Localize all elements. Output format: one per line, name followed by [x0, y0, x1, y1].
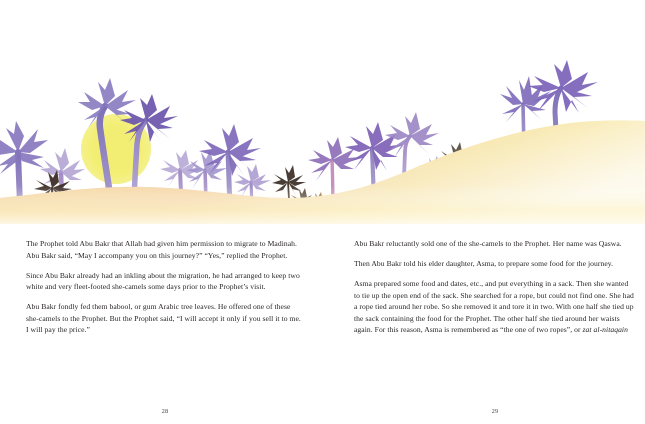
paragraph: Since Abu Bakr already had an inkling about the migration, he had arranged to keep two white and very fleet-footed she-camels some days prior to the Prophet’s visit. [26, 270, 300, 292]
paragraph-with-transliteration [354, 278, 636, 336]
text-pages [0, 238, 645, 424]
paragraph: The Prophet told Abu Bakr that Allah had given him permission to migrate to Madinah. Abu Bakr said, “May I accompany you on this journey?” “Yes,” replied the Prophet. [26, 239, 297, 260]
transliteration-term: zat al-nitaqain [582, 325, 628, 335]
paragraph-text: Asma prepared some food and dates, etc., and put everything in a sack. Then she wanted to tie up the open end of the sack. She searched for a rope, but could not find one. She had a rope tied around her robe. So she removed it and tore it in two. With one half she tied up the sack containing the food for the Prophet. The other half she tied around her waists again. For this reason, Asma is remembered as “the one of two ropes”, or [354, 278, 634, 335]
page-number: 29 [491, 408, 499, 415]
paragraph: Abu Bakr fondly fed them babool, or gum Arabic tree leaves. He offered one of these she-camels to the Prophet. But the Prophet said, “I will accept it only if you sell it to me. I will pay the price.” [26, 302, 301, 335]
page-right [354, 238, 636, 424]
page-number: 28 [161, 408, 169, 415]
page-left [26, 238, 304, 424]
page-right-body [354, 238, 636, 336]
paragraph: Then Abu Bakr told his elder daughter, Asma, to prepare some food for the journey. [354, 258, 614, 268]
page-left-body [26, 238, 304, 336]
paragraph: Abu Bakr reluctantly sold one of the she-camels to the Prophet. Her name was Qaswa. [354, 239, 622, 248]
